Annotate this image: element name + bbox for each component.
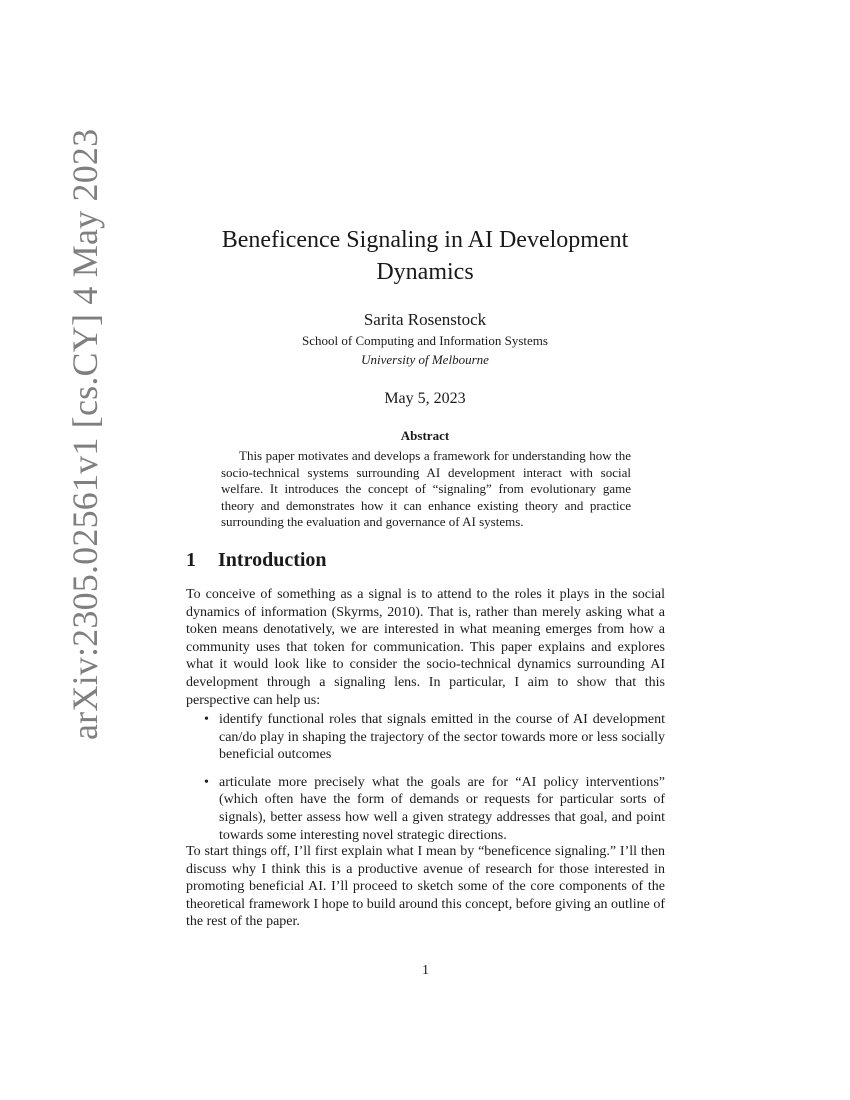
- author-name: Sarita Rosenstock: [363, 310, 487, 329]
- arxiv-identifier-text: arXiv:2305.02561v1 [cs.CY] 4 May 2023: [65, 128, 105, 740]
- author-school: School of Computing and Information Systems: [302, 333, 548, 348]
- intro-paragraph-1: To conceive of something as a signal is to attend to the roles it plays in the social dynamics of information (Skyrms, 2010). That is, rather than merely asking what a token means denotatively, we are interested in what meaning emerges from how a community uses that token for communication. This paper explains and explores what it would look like to consider the socio-technical dynamics surrounding AI development through a signaling lens. In particular, I aim to show that this perspective can help us:: [186, 587, 665, 708]
- paper-title: Beneficence Signaling in AI Development Dynamics: [221, 227, 629, 285]
- arxiv-identifier-stamp: [12, 128, 105, 742]
- section-heading: [186, 549, 327, 572]
- intro-paragraph-2: To start things off, I’ll first explain what I mean by “beneficence signaling.” I’ll then discuss why I think this is a productive avenue of research for those interested in promoting beneficial AI. I’ll proceed to sketch some of the core components of the theoretical framework I hope to build around this concept, before giving an outline of the rest of the paper.: [186, 844, 665, 930]
- contribution-list: [186, 711, 665, 854]
- section-number: 1: [186, 549, 196, 571]
- abstract-body: This paper motivates and develops a framework for understanding how the socio-technical systems surrounding AI development interact with social welfare. It introduces the concept of “signaling” from evolutionary game theory and demonstrates how it can enhance existing theory and practice surrounding the evaluation and governance of AI systems.: [221, 448, 631, 529]
- list-item-text: articulate more precisely what the goals are for “AI policy interventions” (which often have the form of demands or requests for particular sorts of signals), better assess how well a given strategy addresses that goal, and point towards some interesting novel strategic directions.: [219, 774, 665, 843]
- bullet-icon: •: [204, 712, 209, 727]
- abstract-heading: Abstract: [400, 428, 450, 443]
- bullet-icon: •: [204, 774, 209, 790]
- list-item: [186, 774, 665, 844]
- author-university: University of Melbourne: [361, 352, 489, 367]
- section-title: Introduction: [218, 549, 327, 571]
- page-number: 1: [422, 963, 429, 978]
- list-item-text: identify functional roles that signals emitted in the course of AI development can/do play in shaping the trajectory of the sector towards more or less socially beneficial outcomes: [219, 712, 665, 763]
- list-item: [186, 711, 665, 764]
- publication-date: May 5, 2023: [384, 390, 466, 407]
